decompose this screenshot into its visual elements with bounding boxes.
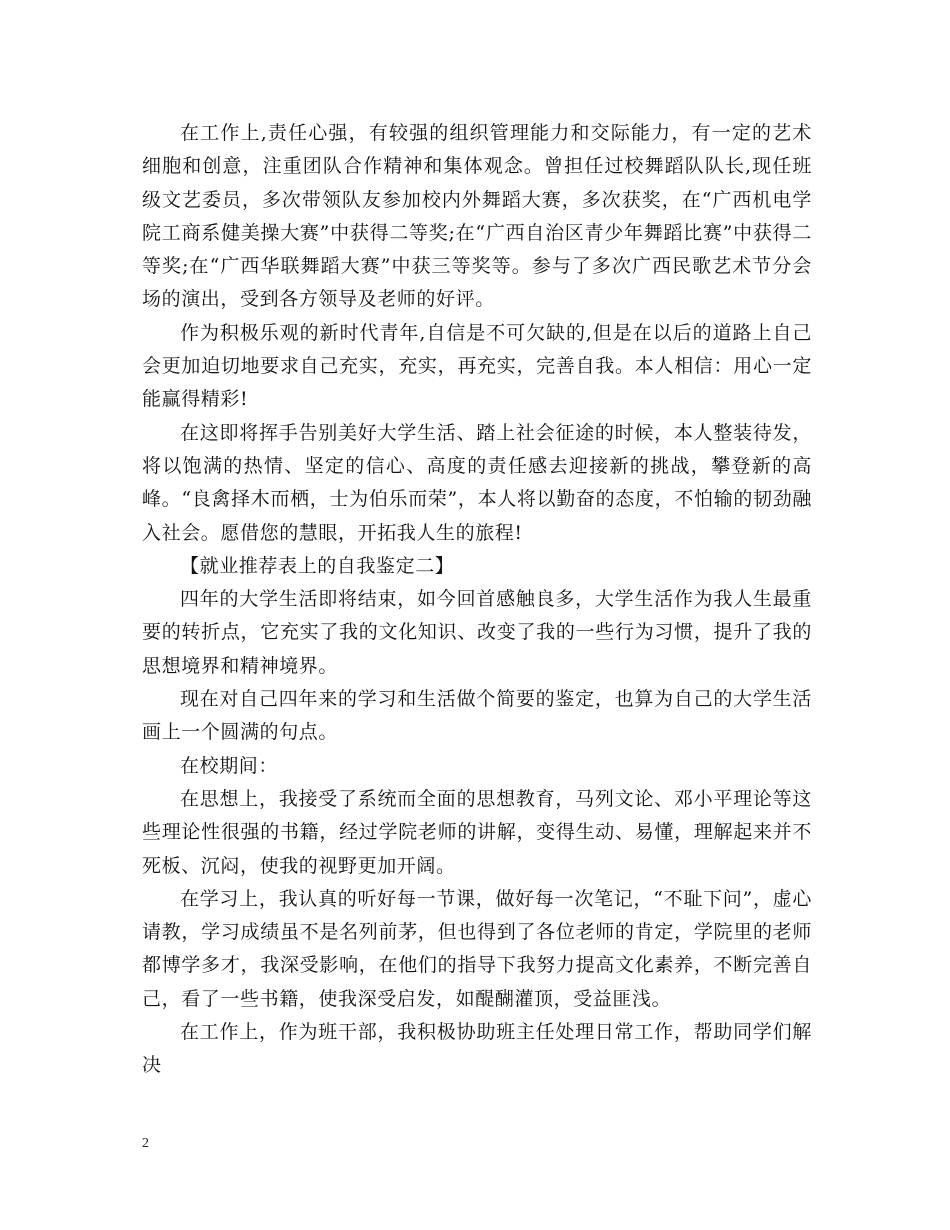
paragraph-work-responsibility: 在工作上,责任心强，有较强的组织管理能力和交际能力，有一定的艺术细胞和创意，注重团队合作精神和集体观念。曾担任过校舞蹈队队长,现任班级文艺委员，多次带领队友参加校内外舞蹈大赛，多次获奖，在“广西机电学院工商系健美操大赛”中获得二等奖;在“广西自治区青少年舞蹈比赛”中获得二等奖;在“广西华联舞蹈大赛”中获三等奖等。参与了多次广西民歌艺术节分会场的演出，受到各方领导及老师的好评。 <box>142 122 812 311</box>
paragraph-work-cadre: 在工作上，作为班干部，我积极协助班主任处理日常工作，帮助同学们解决 <box>142 1021 812 1077</box>
paragraph-study: 在学习上，我认真的听好每一节课，做好每一次笔记，“不耻下问”，虚心请教，学习成绩虽不是名列前茅，但也得到了各位老师的肯定，学院里的老师都博学多才，我深受影响，在他们的指导下我努力提高文化素养，不断完善自己，看了一些书籍，使我深受启发，如醍醐灌顶，受益匪浅。 <box>142 887 812 1010</box>
paragraph-during-school: 在校期间： <box>180 754 279 777</box>
paragraph-ideology: 在思想上，我接受了系统而全面的思想教育，马列文论、邓小平理论等这些理论性很强的书籍，经过学院老师的讲解，变得生动、易懂，理解起来并不死板、沉闷，使我的视野更加开阔。 <box>142 787 812 877</box>
section-heading: 【就业推荐表上的自我鉴定二】 <box>180 554 455 577</box>
paragraph-self-appraisal: 现在对自己四年来的学习和生活做个简要的鉴定，也算为自己的大学生活画上一个圆满的句点。 <box>142 688 812 744</box>
page-number: 2 <box>142 1136 149 1151</box>
paragraph-confidence: 作为积极乐观的新时代青年,自信是不可欠缺的,但是在以后的道路上自己会更加迫切地要求自己充实，充实，再充实，完善自我。本人相信：用心一定能赢得精彩! <box>142 321 812 411</box>
document-body <box>142 117 812 1083</box>
paragraph-university-life: 四年的大学生活即将结束，如今回首感触良多，大学生活作为我人生最重要的转折点，它充实了我的文化知识、改变了我的一些行为习惯，提升了我的思想境界和精神境界。 <box>142 588 812 677</box>
paragraph-farewell: 在这即将挥手告别美好大学生活、踏上社会征途的时候，本人整装待发，将以饱满的热情、坚定的信心、高度的责任感去迎接新的挑战，攀登新的高峰。“良禽择木而栖，士为伯乐而荣”，本人将以勤奋的态度，不怕输的韧劲融入社会。愿借您的慧眼，开拓我人生的旅程! <box>142 421 812 544</box>
